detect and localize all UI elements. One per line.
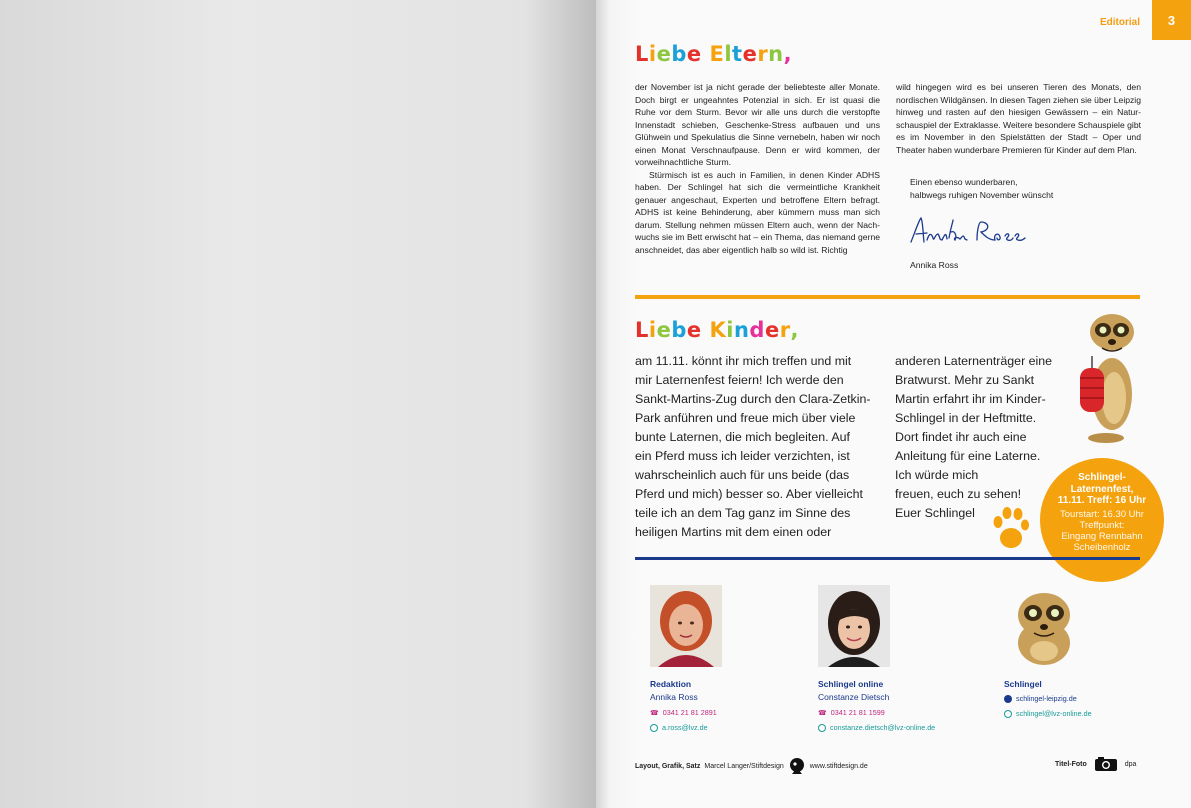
heading-letter: r (779, 318, 791, 342)
text-line: Bratwurst. Mehr zu Sankt (895, 373, 1035, 387)
text-line: Pferd und mich) besser so. Aber vielleicht (635, 487, 863, 501)
heading-letter: K (709, 318, 727, 342)
badge-info-line: Eingang Rennbahn (1061, 530, 1143, 542)
heading-letter: r (757, 42, 769, 66)
text-line: ein Pferd muss ich leider verzichten, ist (635, 449, 850, 463)
email-icon (1004, 710, 1012, 718)
text-line: Schlingel in der Heftmitte. (895, 411, 1037, 425)
text-line: Dort findet ihr auch eine (895, 430, 1027, 444)
badge-title-line: Schlingel- (1078, 472, 1126, 483)
contact-role: Redaktion (650, 679, 692, 689)
heading-letter: , (790, 318, 800, 342)
text-line: Ich würde mich (895, 468, 979, 482)
meerkat-mascot-portrait (1004, 585, 1080, 667)
closing-line: halbwegs ruhigen November wünscht (910, 189, 1054, 200)
text-line: teile ich an dem Tag ganz im Sinne des (635, 506, 851, 520)
heading-parents (635, 42, 792, 66)
heading-letter (702, 318, 710, 342)
heading-letter: L (635, 42, 649, 66)
heading-letter: e (686, 42, 702, 66)
parents-column-2 (896, 81, 1141, 156)
contact-phone[interactable]: ☎ 0341 21 81 2891 (650, 708, 717, 717)
badge-title-line: 11.11. Treff: 16 Uhr (1057, 495, 1147, 506)
portrait-photo-constanze-dietsch (818, 585, 890, 667)
text-line: heiligen Martins mit dem einen oder (635, 525, 832, 539)
heading-kids (635, 318, 799, 342)
photo-credit: dpa (1124, 760, 1137, 768)
heading-letter: e (656, 318, 672, 342)
text-line: freuen, euch zu sehen! (895, 487, 1022, 501)
contact-schlingel (1004, 585, 1164, 718)
section-label: Editorial (1100, 17, 1141, 28)
contact-website[interactable]: schlingel-leipzig.de (1004, 694, 1164, 703)
divider-orange (635, 295, 1140, 299)
phone-icon: ☎ (818, 709, 827, 717)
heading-letter: , (783, 42, 793, 66)
heading-letter: l (724, 42, 733, 66)
divider-blue (635, 557, 1140, 560)
badge-info-line: Scheibenholz (1073, 541, 1131, 553)
text-line: Euer Schlingel (895, 506, 975, 520)
heading-letter: i (726, 318, 734, 342)
contact-role: Schlingel online (818, 679, 884, 689)
contact-phone[interactable]: ☎ 0341 21 81 1599 (818, 708, 885, 717)
heading-letter (702, 42, 710, 66)
footer-photo-credit (1055, 757, 1136, 771)
email-icon (650, 724, 658, 732)
contact-name: Constanze Dietsch (818, 692, 890, 702)
heading-letter: d (749, 318, 765, 342)
heading-letter: b (671, 318, 687, 342)
closing-line: Einen ebenso wunderbaren, (910, 177, 1018, 187)
parents-column-1 (635, 81, 880, 256)
signature-name: Annika Ross (910, 260, 959, 270)
text-line: Anleitung für eine Laterne. (895, 449, 1041, 463)
kids-column-1 (635, 352, 871, 542)
credit-url[interactable]: www.stiftdesign.de (809, 762, 868, 770)
contact-email[interactable]: schlingel@lvz-online.de (1004, 709, 1164, 718)
heading-letter: e (764, 318, 780, 342)
camera-icon (1095, 757, 1117, 771)
heading-letter: E (709, 42, 725, 66)
text-line: anderen Laternenträger eine (895, 354, 1053, 368)
page-number: 3 (1152, 0, 1191, 40)
phone-icon: ☎ (650, 709, 659, 717)
text-line: bunte Laternen, die mich begleiten. Auf (635, 430, 850, 444)
portrait-photo-annika-ross (650, 585, 722, 667)
contact-redaktion (650, 585, 810, 732)
credit-name: Marcel Langer/Stiftdesign (704, 762, 784, 770)
paw-print-icon (990, 504, 1030, 552)
text-line: wahrscheinlich auch für uns beide (das (635, 468, 850, 482)
parents-paragraph: der November ist ja nicht gerade der beliebteste aller Monate. Doch birgt er ungeahntes Potenzial in sich. Er ist quasi die Ruhe vor dem Sturm. Bevor wir alle uns durch die verstopfte Innenstadt schieben, Geschenke-Stress aufbauen und uns Glühwein und Spekulatius die Sinne vernebeln, haben wir noch einen Monat Verschnaufpause. Denn er wird kommen, der vorweihnachtliche Sturm. (635, 82, 880, 167)
parents-paragraph: Stürmisch ist es auch in Familien, in denen Kinder ADHS haben. Der Schlingel hat sich die vermeintliche Krankheit genauer angeschaut, Experten und betroffene Eltern befragt. ADHS ist keine Behinderung, aber kümmern muss man sich darum. Stellung nehmen müssen Eltern auch, wenn der Nachwuchs sie im Bett erwischt hat – ein Thema, das niemand gerne anschneidet, das aber eigentlich halb so wild ist. Richtig (635, 169, 880, 255)
email-icon (818, 724, 826, 732)
contact-schlingel-online (818, 585, 978, 732)
meerkat-mascot-with-lantern (1068, 306, 1140, 446)
contact-name: Annika Ross (650, 692, 698, 702)
badge-title-line: Laternenfest, (1070, 483, 1134, 495)
heading-letter: e (686, 318, 702, 342)
heading-letter: L (635, 318, 649, 342)
heading-letter: n (768, 42, 784, 66)
heading-letter: e (742, 42, 758, 66)
badge-info-line: Treffpunkt: (1079, 519, 1125, 531)
text-line: Martin erfahrt ihr im Kinder- (895, 392, 1046, 406)
contact-email[interactable]: constanze.dietsch@lvz-online.de (818, 723, 978, 732)
badge-info-line: Tourstart: 16.30 Uhr (1060, 508, 1144, 520)
text-line: Park anführen und freue mich über viele (635, 411, 856, 425)
heading-letter: i (648, 42, 657, 66)
event-badge (1040, 458, 1164, 582)
stiftdesign-logo-icon (788, 757, 806, 775)
photo-label: Titel-Foto (1055, 760, 1087, 768)
closing (910, 176, 1053, 201)
globe-icon (1004, 695, 1012, 703)
heading-letter: n (733, 318, 750, 342)
text-line: Sankt-Martins-Zug durch den Clara-Zetkin- (635, 392, 871, 406)
contact-email[interactable]: a.ross@lvz.de (650, 723, 810, 732)
parents-paragraph: wild hingegen wird es bei unseren Tieren des Monats, den nordischen Wildgänsen. In diesen Tagen ziehen sie über Leipzig hinweg und rasten auf den hiesigen Gewässern – ein Naturschauspiel der Extraklasse. Weitere besondere Schauspiele gibt es im November in den Spielstätten der Stadt – Oper und Theater haben wunderbare Premieren für Kinder auf dem Plan. (896, 82, 1141, 155)
heading-letter: t (732, 42, 743, 66)
heading-letter: i (648, 318, 657, 342)
kids-column-2 (895, 352, 1052, 523)
heading-letter: b (671, 42, 687, 66)
text-line: am 11.11. könnt ihr mich treffen und mit (635, 354, 852, 368)
text-line: mir Laternenfest feiern! Ich werde den (635, 373, 844, 387)
contact-role: Schlingel (1004, 679, 1042, 689)
footer-credits (635, 757, 868, 775)
heading-letter: e (656, 42, 672, 66)
credit-label: Layout, Grafik, Satz (635, 762, 701, 770)
handwritten-signature (905, 212, 1045, 252)
